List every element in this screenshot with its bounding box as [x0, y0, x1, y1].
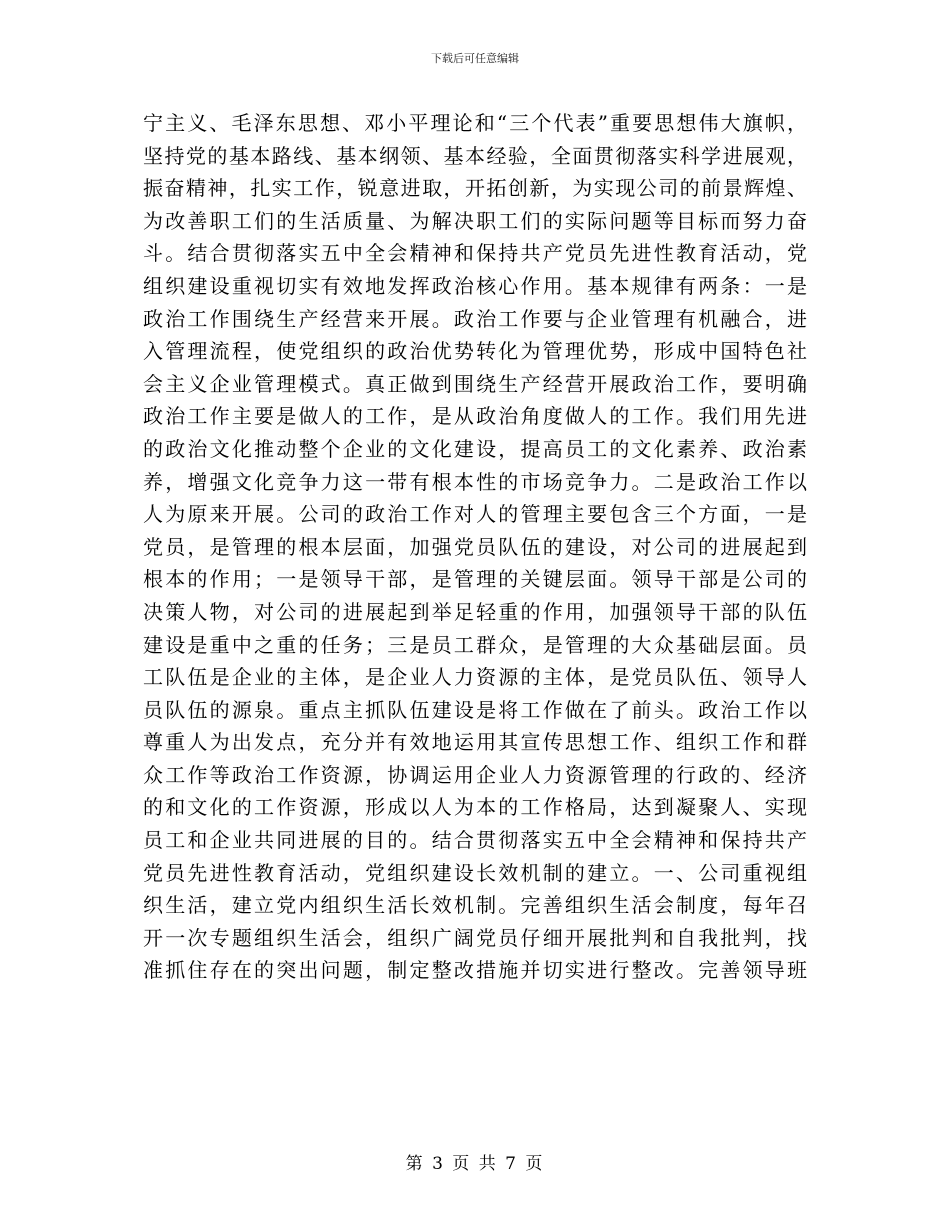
body-line: 决策人物，对公司的进展起到举足轻重的作用，加强领导干部的队伍: [143, 599, 807, 624]
body-line: 党员先进性教育活动，党组织建设长效机制的建立。一、公司重视组: [143, 860, 807, 885]
body-line: 为改善职工们的生活质量、为解决职工们的实际问题等目标而努力奋: [143, 208, 807, 233]
body-line: 根本的作用；一是领导干部，是管理的关键层面。领导干部是公司的: [143, 567, 807, 592]
body-line: 党员，是管理的根本层面，加强党员队伍的建设，对公司的进展起到: [143, 534, 807, 559]
body-line: 织生活，建立党内组织生活长效机制。完善组织生活会制度，每年召: [143, 893, 807, 918]
body-line: 斗。结合贯彻落实五中全会精神和保持共产党员先进性教育活动，党: [143, 241, 807, 266]
body-line: 开一次专题组织生活会，组织广阔党员仔细开展批判和自我批判，找: [143, 925, 807, 950]
body-line: 入管理流程，使党组织的政治优势转化为管理优势，形成中国特色社: [143, 339, 807, 364]
body-line: 众工作等政治工作资源，协调运用企业人力资源管理的行政的、经济: [143, 762, 807, 787]
body-line: 建设是重中之重的任务；三是员工群众，是管理的大众基础层面。员: [143, 632, 807, 657]
body-line: 组织建设重视切实有效地发挥政治核心作用。基本规律有两条：一是: [143, 273, 807, 298]
header-note: 下载后可任意编辑: [431, 52, 519, 65]
body-line: 员工和企业共同进展的目的。结合贯彻落实五中全会精神和保持共产: [143, 828, 807, 853]
body-line: 准抓住存在的突出问题，制定整改措施并切实进行整改。完善领导班: [143, 958, 807, 983]
body-line: 的和文化的工作资源，形成以人为本的工作格局，达到凝聚人、实现: [143, 795, 807, 820]
body-line: 人为原来开展。公司的政治工作对人的管理主要包含三个方面，一是: [143, 502, 807, 527]
body-line: 坚持党的基本路线、基本纲领、基本经验，全面贯彻落实科学进展观，: [143, 143, 807, 168]
body-line: 政治工作主要是做人的工作，是从政治角度做人的工作。我们用先进: [143, 404, 807, 429]
body-line: 宁主义、毛泽东思想、邓小平理论和“三个代表”重要思想伟大旗帜，: [143, 111, 807, 135]
body-line: 政治工作围绕生产经营来开展。政治工作要与企业管理有机融合，进: [143, 306, 807, 331]
body-line: 尊重人为出发点，充分并有效地运用其宣传思想工作、组织工作和群: [143, 730, 807, 755]
body-line: 养，增强文化竞争力这一带有根本性的市场竞争力。二是政治工作以: [143, 469, 807, 494]
body-line: 的政治文化推动整个企业的文化建设，提高员工的文化素养、政治素: [143, 436, 807, 461]
body-line: 工队伍是企业的主体，是企业人力资源的主体，是党员队伍、领导人: [143, 665, 807, 690]
body-line: 员队伍的源泉。重点主抓队伍建设是将工作做在了前头。政治工作以: [143, 697, 807, 722]
body-line: 振奋精神，扎实工作，锐意进取，开拓创新，为实现公司的前景辉煌、: [143, 176, 807, 201]
body-text: [143, 107, 807, 987]
body-line: 会主义企业管理模式。真正做到围绕生产经营开展政治工作，要明确: [143, 371, 807, 396]
page-number-footer: 第 3 页 共 7 页: [405, 1154, 545, 1174]
